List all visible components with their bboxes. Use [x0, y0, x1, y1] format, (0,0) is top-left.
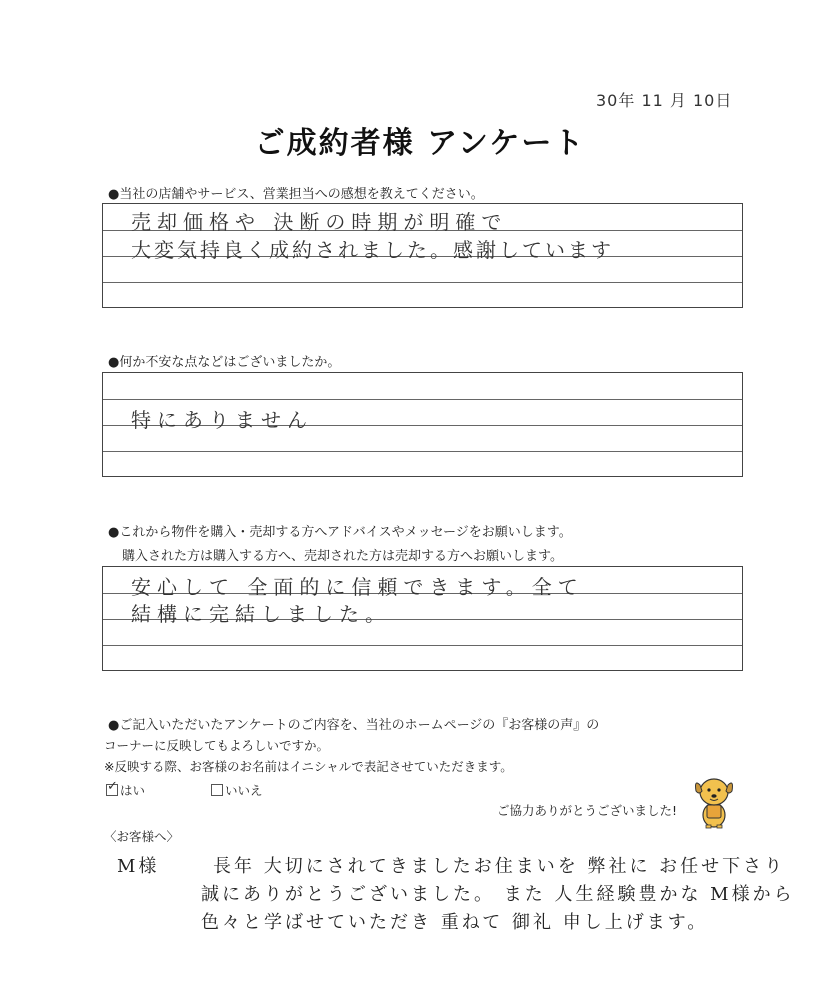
thanks-message: ご協力ありがとうございました!	[497, 803, 678, 818]
consent-no-option[interactable]	[211, 781, 263, 799]
consent-question-line-2: コーナーに反映してもよろしいですか。	[104, 738, 330, 753]
consent-note: ※反映する際、お客様のお名前はイニシャルで表記させていただきます。	[104, 759, 513, 774]
answer-box-3	[102, 566, 743, 671]
answer-2-line-1: 特にありません	[131, 408, 313, 432]
consent-yes-option[interactable]	[106, 781, 145, 799]
answer-box-1	[102, 203, 743, 308]
reply-addressee: M様	[117, 856, 160, 877]
question-2-prompt: ●何か不安な点などはございましたか。	[108, 355, 341, 370]
no-label: いいえ	[225, 783, 263, 798]
reply-line-2: 誠にありがとうございました。 また 人生経験豊かな M様から	[201, 884, 795, 905]
consent-question-line-1: ●ご記入いただいたアンケートのご内容を、当社のホームページの『お客様の声』の	[108, 718, 600, 733]
yes-checkbox[interactable]	[106, 784, 118, 796]
answer-box-2	[102, 372, 743, 477]
question-1-prompt: ●当社の店舗やサービス、営業担当への感想を教えてください。	[108, 187, 484, 202]
survey-date: 30年 11 月 10日	[596, 91, 733, 110]
no-checkbox[interactable]	[211, 784, 223, 796]
reply-line-1: 長年 大切にされてきましたお住まいを 弊社に お任せ下さり	[213, 856, 786, 877]
answer-3-line-1: 安心して 全面的に信頼できます。全て	[131, 575, 584, 599]
answer-1-line-1: 売却価格や 決断の時期が明確で	[131, 210, 508, 234]
question-3-subprompt: 購入された方は購入する方へ、売却された方は売却する方へお願いします。	[122, 549, 563, 564]
answer-3-line-2: 結構に完結しました。	[131, 602, 391, 626]
page-title: ご成約者様 アンケート	[254, 126, 586, 161]
dog-mascot-icon	[690, 775, 738, 829]
yes-label: はい	[120, 783, 146, 798]
answer-1-line-2: 大変気持良く成約されました。感謝しています	[131, 238, 614, 262]
reply-label: 〈お客様へ〉	[104, 829, 180, 844]
question-3-prompt: ●これから物件を購入・売却する方へアドバイスやメッセージをお願いします。	[108, 525, 572, 540]
reply-line-3: 色々と学ばせていただき 重ねて 御礼 申し上げます。	[201, 912, 709, 933]
